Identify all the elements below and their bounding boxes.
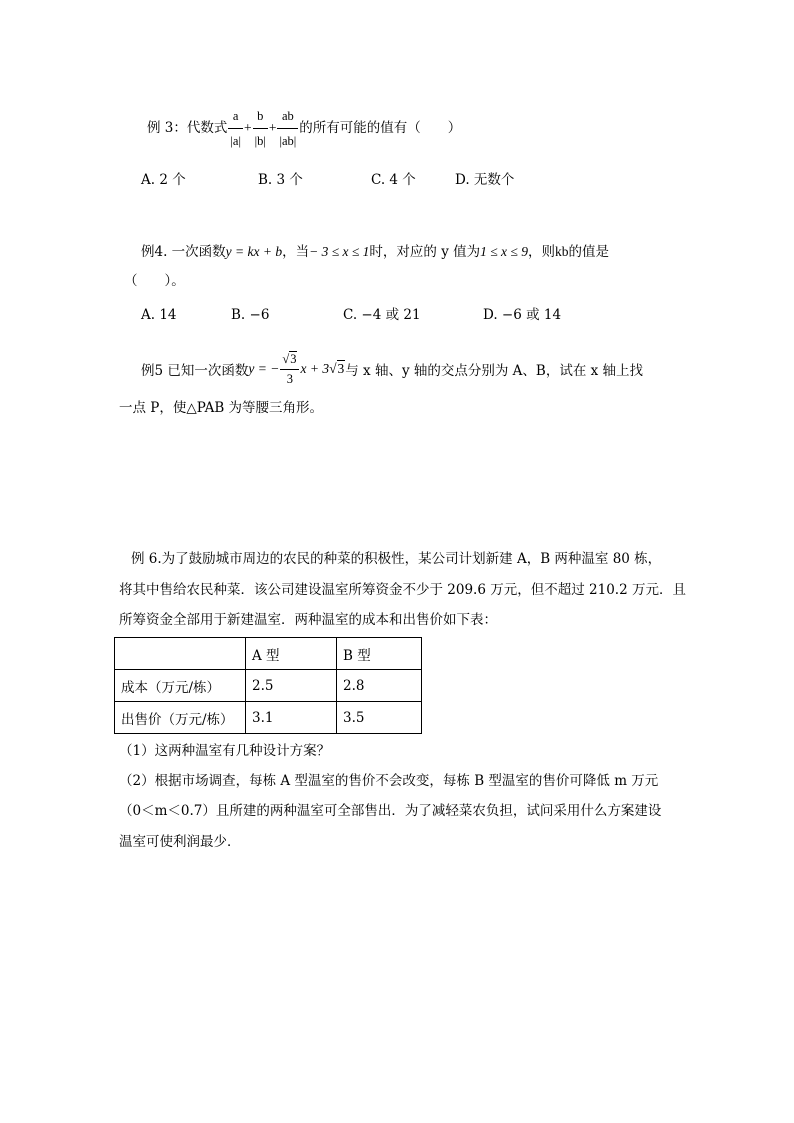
table-header-cell: A 型 (246, 638, 337, 670)
example-5-tail: 与 x 轴、y 轴的交点分别为 A、B，试在 x 轴上找 (345, 363, 644, 379)
example-3-option-c: C. 4 个 (371, 172, 416, 188)
question-2-line-1: （2）根据市场调查，每栋 A 型温室的售价不会改变，每栋 B 型温室的售价可降低 m 万元 (119, 773, 659, 789)
text-fragment: 的值是 (568, 244, 609, 260)
example-3-option-a: A. 2 个 (141, 172, 186, 188)
text-fragment: ，则 (527, 244, 555, 260)
table-cell: 2.8 (337, 670, 422, 702)
example-4-option-c: C. −4 或 21 (343, 307, 421, 323)
question-2-line-3: 温室可使利润最少． (119, 834, 241, 850)
plus-sign: + (268, 120, 277, 135)
table-cell: 出售价（万元/栋） (115, 702, 246, 734)
table-header-cell (115, 638, 246, 670)
y-range: 1 ≤ x ≤ 9 (480, 244, 528, 259)
table-cell: 3.1 (246, 702, 337, 734)
table-row (115, 670, 422, 702)
text-fragment: ，当 (282, 244, 310, 260)
example-4-option-a: A. 14 (141, 307, 177, 323)
table-header-row (115, 638, 422, 670)
fraction-ab-over-abs-ab: $\frac{ab}{|ab|}$ (277, 106, 298, 151)
example-4-label: 例4. 一次函数 (141, 244, 226, 260)
fraction-b-over-abs-b: $\frac{b}{|b|}$ (253, 106, 268, 151)
example-4-answer-blank: （ ）。 (124, 273, 185, 289)
x-range: − 3 ≤ x ≤ 1 (309, 244, 370, 259)
example-6-line-2: 将其中售给农民种菜．该公司建设温室所筹资金不少于 209.6 万元，但不超过 210.2 万元．且 (119, 582, 686, 598)
text-fragment: 时，对应的 y 值为 (369, 244, 481, 260)
question-1: （1）这两种温室有几种设计方案？ (119, 743, 331, 759)
fraction-sqrt3-over-3 (280, 352, 299, 387)
fraction-denominator: 3 (280, 369, 299, 387)
fraction-numerator: √3 (282, 351, 297, 366)
fraction-a-over-abs-a: $\frac{a}{|a|}$ (228, 106, 243, 151)
table-header-cell: B 型 (337, 638, 422, 670)
question-2-line-2: （0＜m＜0.7）且所建的两种温室可全部售出．为了减轻菜农负担，试问采用什么方案建设 (119, 803, 662, 819)
sqrt-3-term: √3 (329, 361, 345, 376)
example-4-option-b: B. −6 (231, 307, 270, 323)
example-6-line-1: 例 6.为了鼓励城市周边的农民的种菜的积极性，某公司计划新建 A，B 两种温室 80 栋， (131, 551, 662, 567)
plus-sign: + (243, 120, 252, 135)
function-expression: y = kx + b (225, 244, 283, 259)
example-3-option-b: B. 3 个 (258, 172, 303, 188)
kb-term: kb (554, 244, 569, 259)
example-4-option-d: D. −6 或 14 (483, 307, 562, 323)
x-term: x + 3 (300, 361, 330, 376)
sqrt-arg: 3 (290, 351, 297, 366)
example-5-line-2: 一点 P，使△PAB 为等腰三角形。 (119, 400, 324, 416)
table-cell: 2.5 (246, 670, 337, 702)
example-5-label: 例5 已知一次函数 (141, 363, 249, 379)
example-3-tail: 的所有可能的值有（ ） (299, 120, 462, 136)
sqrt-arg: 3 (337, 361, 345, 376)
example-6-line-3: 所筹资金全部用于新建温室．两种温室的成本和出售价如下表： (119, 612, 497, 628)
example-3-label: 例 3：代数式 (147, 120, 228, 136)
example-3-option-d: D. 无数个 (455, 172, 515, 188)
greenhouse-price-table (114, 637, 422, 734)
example-5-question (141, 345, 643, 393)
example-3-question (147, 104, 461, 152)
table-cell: 成本（万元/栋） (115, 670, 246, 702)
table-row (115, 702, 422, 734)
example-4-question (141, 242, 609, 262)
y-equals: y = − (248, 361, 280, 376)
table-cell: 3.5 (337, 702, 422, 734)
